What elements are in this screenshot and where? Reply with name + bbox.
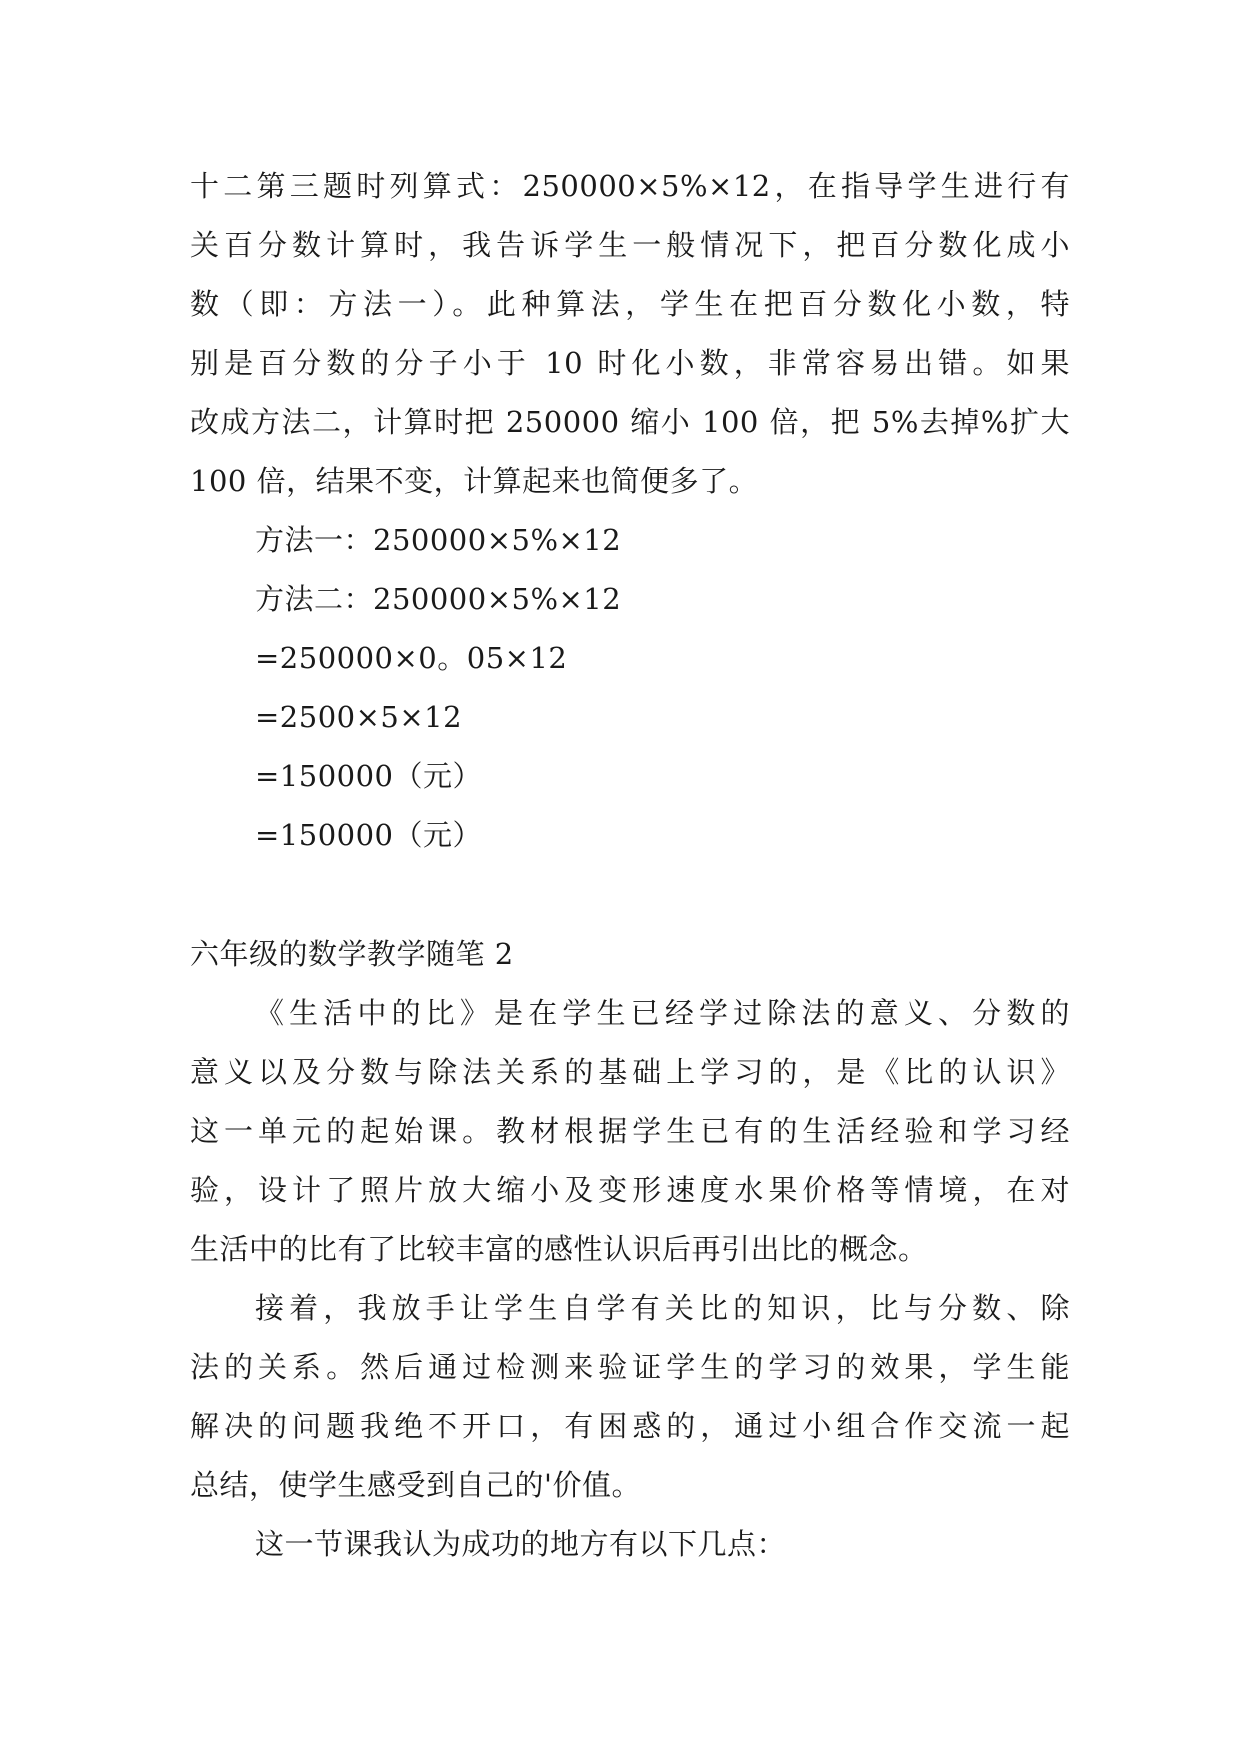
equation-line: =2500×5×12 (255, 700, 463, 734)
paragraph-line: 关百分数计算时，我告诉学生一般情况下，把百分数化成小 (190, 228, 1070, 262)
paragraph-line: 改成方法二，计算时把 250000 缩小 100 倍，把 5%去掉%扩大 (190, 405, 1070, 439)
paragraph-line: 数（即：方法一）。此种算法，学生在把百分数化小数，特 (190, 287, 1070, 321)
paragraph-line: 意义以及分数与除法关系的基础上学习的，是《比的认识》 (190, 1055, 1070, 1089)
paragraph-line: 接着，我放手让学生自学有关比的知识，比与分数、除 (255, 1291, 1070, 1325)
paragraph-line: 总结，使学生感受到自己的'价值。 (190, 1468, 641, 1502)
paragraph-line: 生活中的比有了比较丰富的感性认识后再引出比的概念。 (190, 1232, 928, 1266)
paragraph-line: 解决的问题我绝不开口，有困惑的，通过小组合作交流一起 (190, 1409, 1070, 1443)
paragraph-line: 法的关系。然后通过检测来验证学生的学习的效果，学生能 (190, 1350, 1070, 1384)
paragraph-line: 别是百分数的分子小于 10 时化小数，非常容易出错。如果 (190, 346, 1070, 380)
paragraph-line: 这一单元的起始课。教材根据学生已有的生活经验和学习经 (190, 1114, 1070, 1148)
paragraph-line: 《生活中的比》是在学生已经学过除法的意义、分数的 (255, 996, 1070, 1030)
equation-line: 方法一：250000×5%×12 (255, 523, 622, 557)
equation-line: =150000（元） (255, 818, 483, 852)
paragraph-line: 验，设计了照片放大缩小及变形速度水果价格等情境，在对 (190, 1173, 1070, 1207)
equation-line: 方法二：250000×5%×12 (255, 582, 622, 616)
paragraph-line: 十二第三题时列算式：250000×5%×12，在指导学生进行有 (190, 169, 1070, 203)
section-title: 六年级的数学教学随笔 2 (190, 937, 514, 971)
paragraph-line: 这一节课我认为成功的地方有以下几点： (255, 1527, 787, 1561)
equation-line: =250000×0。05×12 (255, 641, 568, 675)
paragraph-line: 100 倍，结果不变，计算起来也简便多了。 (190, 464, 759, 498)
equation-line: =150000（元） (255, 759, 483, 793)
